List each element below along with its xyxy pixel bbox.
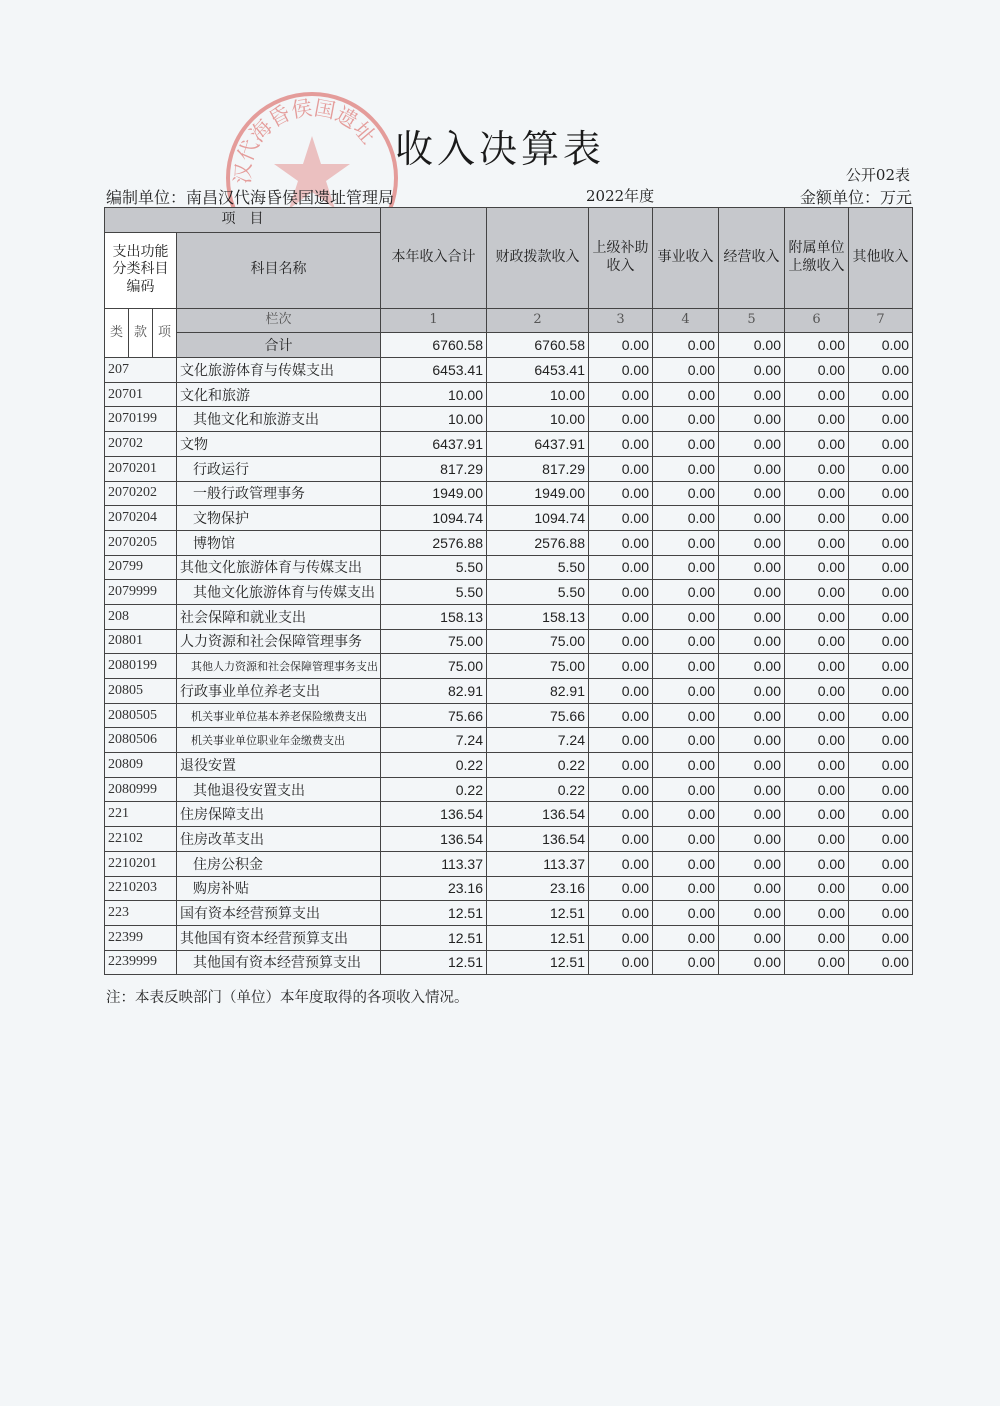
- amount-cell: 0.00: [849, 753, 913, 778]
- table-row: [105, 604, 913, 629]
- amount-cell: 0.00: [589, 802, 653, 827]
- col-number-2: 2: [487, 308, 589, 333]
- amount-cell: 0.00: [785, 456, 849, 481]
- total-value: 6760.58: [487, 333, 589, 358]
- row-label-header: 栏次: [177, 308, 381, 333]
- amount-cell: 0.00: [849, 728, 913, 753]
- amount-cell: 113.37: [381, 851, 487, 876]
- amount-cell: 0.00: [589, 456, 653, 481]
- amount-cell: 0.22: [487, 753, 589, 778]
- subject-name: 其他退役安置支出: [177, 777, 381, 802]
- table-row: [105, 506, 913, 531]
- amount-cell: 0.00: [785, 358, 849, 383]
- sub-header-section: 款: [129, 308, 153, 357]
- amount-cell: 0.00: [719, 728, 785, 753]
- income-table: [104, 207, 913, 975]
- amount-cell: 0.00: [849, 703, 913, 728]
- amount-cell: 0.00: [785, 481, 849, 506]
- amount-cell: 0.00: [719, 876, 785, 901]
- amount-unit: 金额单位：万元: [799, 188, 912, 207]
- col-number-1: 1: [381, 308, 487, 333]
- amount-cell: 0.00: [653, 530, 719, 555]
- amount-cell: 0.00: [785, 604, 849, 629]
- amount-cell: 0.00: [849, 407, 913, 432]
- col-header-4: 事业收入: [653, 208, 719, 309]
- compiling-unit: 编制单位：南昌汉代海昏侯国遗址管理局: [106, 188, 395, 207]
- table-row: [105, 777, 913, 802]
- col-header-6: 附属单位上缴收入: [785, 208, 849, 309]
- subject-name: 行政运行: [177, 456, 381, 481]
- amount-cell: 0.00: [785, 925, 849, 950]
- amount-cell: 0.00: [589, 432, 653, 457]
- table-row: [105, 753, 913, 778]
- amount-cell: 0.00: [589, 555, 653, 580]
- table-row: [105, 654, 913, 679]
- amount-cell: 12.51: [381, 901, 487, 926]
- amount-cell: 0.00: [589, 580, 653, 605]
- col-header-5: 经营收入: [719, 208, 785, 309]
- amount-cell: 0.00: [785, 506, 849, 531]
- amount-cell: 0.00: [719, 629, 785, 654]
- amount-cell: 7.24: [487, 728, 589, 753]
- amount-cell: 0.00: [653, 777, 719, 802]
- subject-name: 住房公积金: [177, 851, 381, 876]
- subject-name: 其他文化和旅游支出: [177, 407, 381, 432]
- amount-cell: 0.00: [589, 506, 653, 531]
- subject-code: 208: [105, 604, 177, 629]
- subject-name: 一般行政管理事务: [177, 481, 381, 506]
- total-value: 0.00: [719, 333, 785, 358]
- amount-cell: 0.00: [653, 432, 719, 457]
- subject-name: 其他人力资源和社会保障管理事务支出: [177, 654, 381, 679]
- subject-name: 国有资本经营预算支出: [177, 901, 381, 926]
- amount-cell: 0.00: [719, 851, 785, 876]
- amount-cell: 136.54: [487, 802, 589, 827]
- total-value: 6760.58: [381, 333, 487, 358]
- amount-cell: 0.00: [849, 679, 913, 704]
- amount-cell: 0.00: [719, 506, 785, 531]
- amount-cell: 75.00: [487, 629, 589, 654]
- amount-cell: 0.00: [719, 950, 785, 975]
- amount-cell: 0.00: [653, 802, 719, 827]
- amount-cell: 0.00: [589, 827, 653, 852]
- amount-cell: 0.00: [589, 876, 653, 901]
- amount-cell: 0.00: [719, 679, 785, 704]
- subject-code: 2070204: [105, 506, 177, 531]
- amount-cell: 0.00: [849, 481, 913, 506]
- amount-cell: 75.66: [381, 703, 487, 728]
- table-row: [105, 382, 913, 407]
- amount-cell: 0.00: [719, 530, 785, 555]
- amount-cell: 0.00: [849, 876, 913, 901]
- subject-code: 22399: [105, 925, 177, 950]
- table-row: [105, 728, 913, 753]
- amount-cell: 0.00: [849, 555, 913, 580]
- amount-cell: 0.00: [719, 802, 785, 827]
- amount-cell: 10.00: [381, 382, 487, 407]
- amount-cell: 158.13: [381, 604, 487, 629]
- amount-cell: 0.00: [785, 679, 849, 704]
- subject-name: 文化旅游体育与传媒支出: [177, 358, 381, 383]
- amount-cell: 0.00: [719, 555, 785, 580]
- amount-cell: 0.00: [785, 432, 849, 457]
- amount-cell: 0.00: [849, 851, 913, 876]
- amount-cell: 0.00: [849, 456, 913, 481]
- fiscal-year: 2022年度: [586, 187, 655, 205]
- amount-cell: 113.37: [487, 851, 589, 876]
- amount-cell: 0.00: [849, 777, 913, 802]
- amount-cell: 0.00: [653, 950, 719, 975]
- subject-name: 其他国有资本经营预算支出: [177, 950, 381, 975]
- amount-cell: 0.00: [849, 629, 913, 654]
- amount-cell: 0.00: [589, 654, 653, 679]
- subject-name: 文物: [177, 432, 381, 457]
- amount-cell: 10.00: [487, 407, 589, 432]
- col-header-1: 本年收入合计: [381, 208, 487, 309]
- table-row: [105, 925, 913, 950]
- amount-cell: 0.00: [719, 753, 785, 778]
- amount-cell: 0.00: [719, 777, 785, 802]
- amount-cell: 6453.41: [487, 358, 589, 383]
- code-group-header: 支出功能分类科目编码: [105, 232, 177, 308]
- amount-cell: 0.00: [849, 358, 913, 383]
- subject-code: 2070205: [105, 530, 177, 555]
- amount-cell: 0.00: [785, 703, 849, 728]
- amount-cell: 5.50: [381, 580, 487, 605]
- subject-code: 2070199: [105, 407, 177, 432]
- amount-cell: 0.00: [849, 604, 913, 629]
- subject-code: 2070201: [105, 456, 177, 481]
- amount-cell: 1094.74: [487, 506, 589, 531]
- amount-cell: 0.00: [719, 901, 785, 926]
- table-row: [105, 629, 913, 654]
- amount-cell: 0.00: [589, 382, 653, 407]
- subject-name: 购房补贴: [177, 876, 381, 901]
- subject-code: 20805: [105, 679, 177, 704]
- amount-cell: 0.00: [785, 802, 849, 827]
- table-row: [105, 407, 913, 432]
- amount-cell: 0.00: [849, 654, 913, 679]
- subject-name: 退役安置: [177, 753, 381, 778]
- subject-code: 2080505: [105, 703, 177, 728]
- amount-cell: 0.00: [785, 629, 849, 654]
- subject-code: 2080999: [105, 777, 177, 802]
- amount-cell: 0.00: [653, 358, 719, 383]
- amount-cell: 0.00: [653, 629, 719, 654]
- amount-cell: 0.00: [719, 604, 785, 629]
- seal-text: 汉代海昏侯国遗址: [230, 95, 381, 185]
- amount-cell: 0.00: [719, 827, 785, 852]
- amount-cell: 0.00: [589, 728, 653, 753]
- amount-cell: 12.51: [487, 925, 589, 950]
- amount-cell: 136.54: [381, 802, 487, 827]
- amount-cell: 0.00: [785, 580, 849, 605]
- table-row: [105, 432, 913, 457]
- total-row: [105, 333, 913, 358]
- amount-cell: 6453.41: [381, 358, 487, 383]
- amount-cell: 0.00: [589, 530, 653, 555]
- amount-cell: 5.50: [487, 555, 589, 580]
- amount-cell: 0.00: [785, 407, 849, 432]
- amount-cell: 0.00: [589, 753, 653, 778]
- col-header-3: 上级补助收入: [589, 208, 653, 309]
- amount-cell: 6437.91: [487, 432, 589, 457]
- amount-cell: 0.00: [785, 382, 849, 407]
- amount-cell: 0.00: [589, 777, 653, 802]
- amount-cell: 0.00: [653, 580, 719, 605]
- amount-cell: 0.00: [589, 703, 653, 728]
- amount-cell: 0.00: [785, 530, 849, 555]
- amount-cell: 5.50: [487, 580, 589, 605]
- amount-cell: 0.00: [653, 679, 719, 704]
- table-row: [105, 901, 913, 926]
- subject-name: 文物保护: [177, 506, 381, 531]
- amount-cell: 0.00: [589, 925, 653, 950]
- amount-cell: 0.00: [785, 753, 849, 778]
- subject-name: 文化和旅游: [177, 382, 381, 407]
- amount-cell: 0.00: [849, 506, 913, 531]
- table-row: [105, 530, 913, 555]
- amount-cell: 0.00: [849, 530, 913, 555]
- amount-cell: 82.91: [381, 679, 487, 704]
- subject-code: 2210201: [105, 851, 177, 876]
- amount-cell: 0.00: [589, 950, 653, 975]
- amount-cell: 0.00: [719, 407, 785, 432]
- subject-name: 住房保障支出: [177, 802, 381, 827]
- amount-cell: 10.00: [381, 407, 487, 432]
- amount-cell: 75.00: [487, 654, 589, 679]
- amount-cell: 817.29: [381, 456, 487, 481]
- amount-cell: 75.00: [381, 654, 487, 679]
- amount-cell: 0.00: [653, 703, 719, 728]
- amount-cell: 0.00: [653, 876, 719, 901]
- amount-cell: 158.13: [487, 604, 589, 629]
- amount-cell: 82.91: [487, 679, 589, 704]
- amount-cell: 0.00: [653, 925, 719, 950]
- col-number-7: 7: [849, 308, 913, 333]
- amount-cell: 0.00: [589, 901, 653, 926]
- amount-cell: 0.00: [653, 728, 719, 753]
- table-row: [105, 950, 913, 975]
- project-header: 项 目: [105, 208, 381, 233]
- table-row: [105, 876, 913, 901]
- amount-cell: 0.00: [785, 876, 849, 901]
- amount-cell: 0.00: [653, 382, 719, 407]
- subject-code: 20809: [105, 753, 177, 778]
- amount-cell: 2576.88: [381, 530, 487, 555]
- table-row: [105, 679, 913, 704]
- amount-cell: 0.00: [719, 580, 785, 605]
- subject-code: 2210203: [105, 876, 177, 901]
- amount-cell: 0.00: [785, 555, 849, 580]
- amount-cell: 0.00: [849, 901, 913, 926]
- col-number-4: 4: [653, 308, 719, 333]
- meta-row: [106, 185, 912, 207]
- amount-cell: 0.22: [381, 753, 487, 778]
- amount-cell: 0.00: [849, 827, 913, 852]
- total-label: 合计: [177, 333, 381, 358]
- amount-cell: 0.22: [381, 777, 487, 802]
- amount-cell: 0.00: [785, 851, 849, 876]
- amount-cell: 0.00: [785, 728, 849, 753]
- amount-cell: 0.00: [719, 925, 785, 950]
- sub-header-class: 类: [105, 308, 129, 357]
- subject-code: 223: [105, 901, 177, 926]
- subject-code: 20702: [105, 432, 177, 457]
- table-row: [105, 580, 913, 605]
- amount-cell: 10.00: [487, 382, 589, 407]
- amount-cell: 0.00: [589, 481, 653, 506]
- amount-cell: 0.00: [589, 629, 653, 654]
- amount-cell: 0.00: [589, 604, 653, 629]
- subject-name: 博物馆: [177, 530, 381, 555]
- subject-name: 机关事业单位职业年金缴费支出: [177, 728, 381, 753]
- amount-cell: 7.24: [381, 728, 487, 753]
- amount-cell: 0.00: [653, 407, 719, 432]
- table-row: [105, 802, 913, 827]
- form-number: 公开02表: [845, 166, 910, 184]
- amount-cell: 0.00: [719, 654, 785, 679]
- subject-code: 2080506: [105, 728, 177, 753]
- total-value: 0.00: [653, 333, 719, 358]
- total-value: 0.00: [589, 333, 653, 358]
- subject-code: 2239999: [105, 950, 177, 975]
- amount-cell: 0.00: [653, 901, 719, 926]
- amount-cell: 0.00: [589, 407, 653, 432]
- col-number-5: 5: [719, 308, 785, 333]
- col-header-7: 其他收入: [849, 208, 913, 309]
- table-row: [105, 827, 913, 852]
- amount-cell: 23.16: [487, 876, 589, 901]
- amount-cell: 0.00: [719, 703, 785, 728]
- amount-cell: 6437.91: [381, 432, 487, 457]
- table-row: [105, 481, 913, 506]
- amount-cell: 0.00: [653, 506, 719, 531]
- amount-cell: 0.00: [719, 382, 785, 407]
- amount-cell: 0.00: [785, 950, 849, 975]
- amount-cell: 0.00: [653, 851, 719, 876]
- amount-cell: 0.00: [785, 827, 849, 852]
- subject-code: 207: [105, 358, 177, 383]
- amount-cell: 12.51: [381, 950, 487, 975]
- amount-cell: 1949.00: [487, 481, 589, 506]
- amount-cell: 0.00: [785, 777, 849, 802]
- amount-cell: 0.00: [849, 925, 913, 950]
- subject-name: 其他文化旅游体育与传媒支出: [177, 580, 381, 605]
- amount-cell: 0.00: [653, 456, 719, 481]
- amount-cell: 0.00: [589, 851, 653, 876]
- subject-code: 20799: [105, 555, 177, 580]
- amount-cell: 0.00: [589, 358, 653, 383]
- subject-code: 2070202: [105, 481, 177, 506]
- subject-name: 其他文化旅游体育与传媒支出: [177, 555, 381, 580]
- amount-cell: 23.16: [381, 876, 487, 901]
- subject-code: 2080199: [105, 654, 177, 679]
- subject-name: 机关事业单位基本养老保险缴费支出: [177, 703, 381, 728]
- amount-cell: 1094.74: [381, 506, 487, 531]
- amount-cell: 0.00: [589, 679, 653, 704]
- table-row: [105, 555, 913, 580]
- amount-cell: 0.00: [653, 481, 719, 506]
- amount-cell: 2576.88: [487, 530, 589, 555]
- amount-cell: 0.00: [653, 555, 719, 580]
- amount-cell: 136.54: [381, 827, 487, 852]
- subject-name: 住房改革支出: [177, 827, 381, 852]
- total-value: 0.00: [849, 333, 913, 358]
- amount-cell: 75.00: [381, 629, 487, 654]
- col-header-2: 财政拨款收入: [487, 208, 589, 309]
- subject-code: 20801: [105, 629, 177, 654]
- subject-name: 社会保障和就业支出: [177, 604, 381, 629]
- subject-name: 人力资源和社会保障管理事务: [177, 629, 381, 654]
- amount-cell: 12.51: [381, 925, 487, 950]
- amount-cell: 0.00: [719, 432, 785, 457]
- amount-cell: 0.00: [849, 580, 913, 605]
- page-title: 收入决算表: [394, 127, 605, 171]
- amount-cell: 0.00: [719, 358, 785, 383]
- col-number-6: 6: [785, 308, 849, 333]
- amount-cell: 0.00: [785, 901, 849, 926]
- total-value: 0.00: [785, 333, 849, 358]
- subject-name: 行政事业单位养老支出: [177, 679, 381, 704]
- amount-cell: 0.00: [849, 802, 913, 827]
- subject-code: 22102: [105, 827, 177, 852]
- amount-cell: 0.00: [719, 456, 785, 481]
- table-row: [105, 851, 913, 876]
- amount-cell: 0.00: [653, 753, 719, 778]
- amount-cell: 0.00: [653, 604, 719, 629]
- amount-cell: 12.51: [487, 950, 589, 975]
- footnote: 注：本表反映部门（单位）本年度取得的各项收入情况。: [106, 990, 469, 1006]
- amount-cell: 0.00: [785, 654, 849, 679]
- amount-cell: 5.50: [381, 555, 487, 580]
- amount-cell: 0.00: [653, 654, 719, 679]
- name-header: 科目名称: [177, 232, 381, 308]
- subject-name: 其他国有资本经营预算支出: [177, 925, 381, 950]
- amount-cell: 1949.00: [381, 481, 487, 506]
- subject-code: 20701: [105, 382, 177, 407]
- subject-code: 221: [105, 802, 177, 827]
- table-row: [105, 456, 913, 481]
- amount-cell: 0.00: [849, 950, 913, 975]
- subject-code: 2079999: [105, 580, 177, 605]
- sub-header-item: 项: [153, 308, 177, 357]
- amount-cell: 12.51: [487, 901, 589, 926]
- amount-cell: 0.22: [487, 777, 589, 802]
- amount-cell: 136.54: [487, 827, 589, 852]
- table-row: [105, 703, 913, 728]
- table-row: [105, 358, 913, 383]
- amount-cell: 0.00: [849, 382, 913, 407]
- amount-cell: 817.29: [487, 456, 589, 481]
- amount-cell: 75.66: [487, 703, 589, 728]
- amount-cell: 0.00: [719, 481, 785, 506]
- col-number-3: 3: [589, 308, 653, 333]
- amount-cell: 0.00: [653, 827, 719, 852]
- amount-cell: 0.00: [849, 432, 913, 457]
